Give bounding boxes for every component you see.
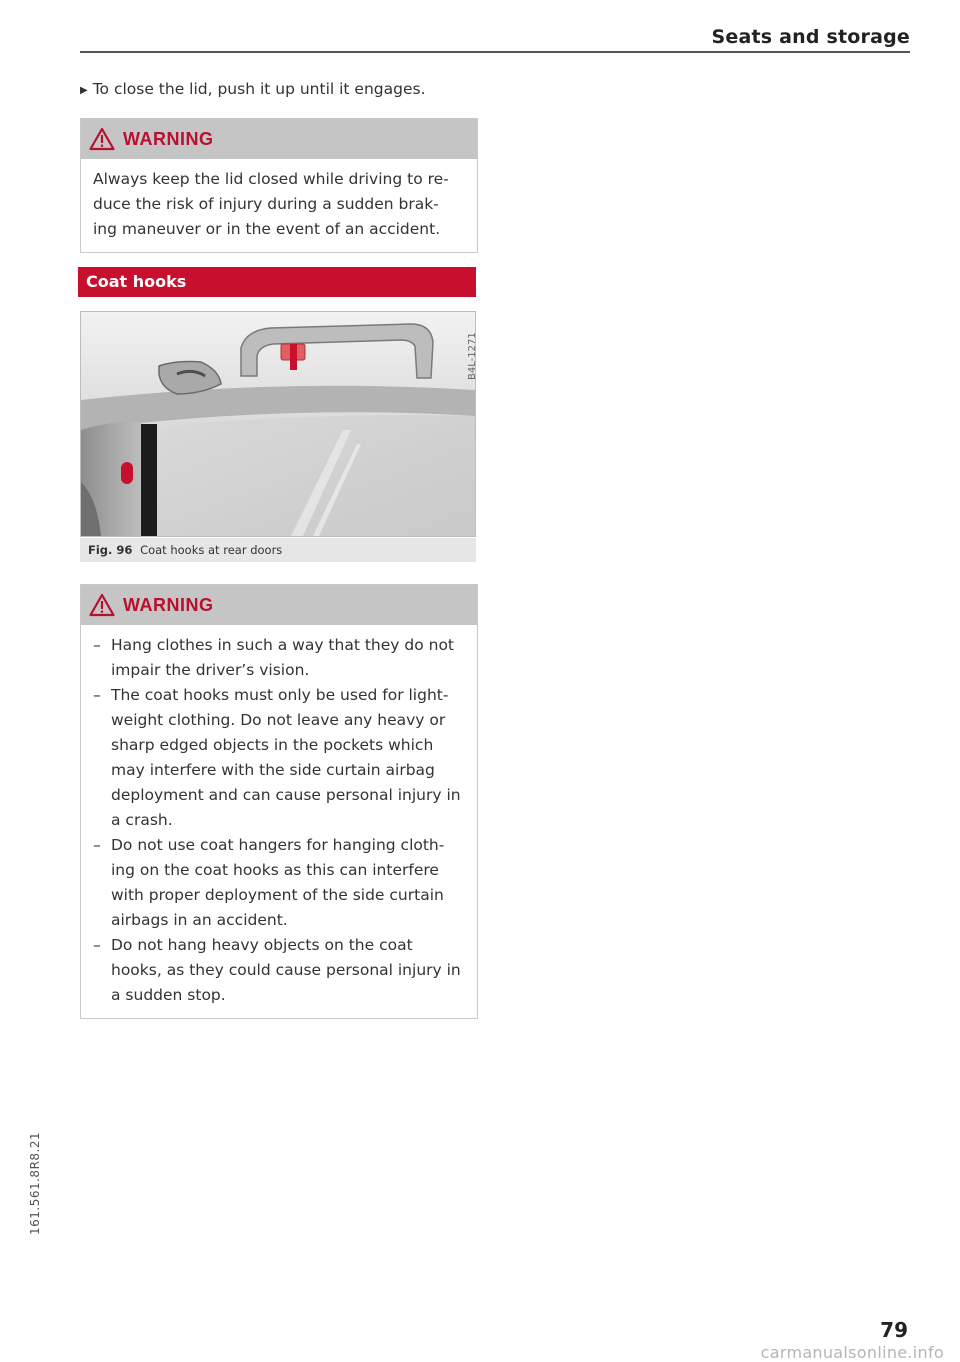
warning-list <box>93 633 465 1008</box>
document-id: 161.561.8R8.21 <box>28 1131 42 1235</box>
warning-line: – Do not hang heavy objects on the coat <box>111 936 413 954</box>
warning-line: sharp edged objects in the pockets which <box>111 736 434 754</box>
warning-list-item <box>93 833 465 933</box>
figure-code-holder <box>455 318 478 388</box>
warning-body <box>81 159 477 252</box>
header-rule <box>80 51 910 53</box>
warning-body <box>81 625 477 1018</box>
intro-text: To close the lid, push it up until it engages. <box>92 80 426 98</box>
watermark: carmanualsonline.info <box>760 1343 944 1362</box>
warning-triangle-icon <box>89 593 115 617</box>
warning-line: with proper deployment of the side curtain <box>111 886 444 904</box>
warning-header <box>81 584 477 625</box>
section-title: Seats and storage <box>711 26 910 48</box>
warning-line: Always keep the lid closed while driving to re- <box>93 170 449 188</box>
warning-line: deployment and can cause personal injury in <box>111 786 461 804</box>
warning-label: WARNING <box>123 128 214 149</box>
warning-box-lid <box>80 118 478 253</box>
warning-label: WARNING <box>123 594 214 615</box>
warning-line: – Hang clothes in such a way that they do not <box>111 636 454 654</box>
page-number: 79 <box>880 1318 908 1342</box>
figure-label: Fig. 96 <box>88 543 133 557</box>
intro-step <box>80 78 480 103</box>
warning-line: a crash. <box>111 811 173 829</box>
warning-line: ing maneuver or in the event of an accident. <box>93 220 441 238</box>
warning-line: airbags in an accident. <box>111 911 288 929</box>
warning-line: – Do not use coat hangers for hanging cloth- <box>111 836 445 854</box>
warning-line: a sudden stop. <box>111 986 226 1004</box>
warning-list-item <box>93 633 465 683</box>
coat-hook-illustration <box>81 312 475 536</box>
warning-line: hooks, as they could cause personal injury in <box>111 961 461 979</box>
coat-hooks-heading: Coat hooks <box>78 267 476 297</box>
warning-line: weight clothing. Do not leave any heavy or <box>111 711 446 729</box>
warning-line: duce the risk of injury during a sudden brak- <box>93 195 439 213</box>
warning-list-item <box>93 933 465 1008</box>
warning-line: ing on the coat hooks as this can interfere <box>111 861 439 879</box>
figure-caption-text: Coat hooks at rear doors <box>140 543 283 557</box>
figure-caption <box>80 538 476 562</box>
figure-code: B4L-1271 <box>467 332 478 380</box>
warning-triangle-icon <box>89 127 115 151</box>
warning-line: impair the driver’s vision. <box>111 661 310 679</box>
warning-line: – The coat hooks must only be used for light- <box>111 686 449 704</box>
step-triangle-icon: ▶ <box>80 85 88 96</box>
coat-hooks-figure <box>80 311 476 537</box>
warning-list-item <box>93 683 465 833</box>
warning-box-coat-hooks <box>80 584 478 1019</box>
warning-line: may interfere with the side curtain airbag <box>111 761 435 779</box>
warning-header <box>81 118 477 159</box>
